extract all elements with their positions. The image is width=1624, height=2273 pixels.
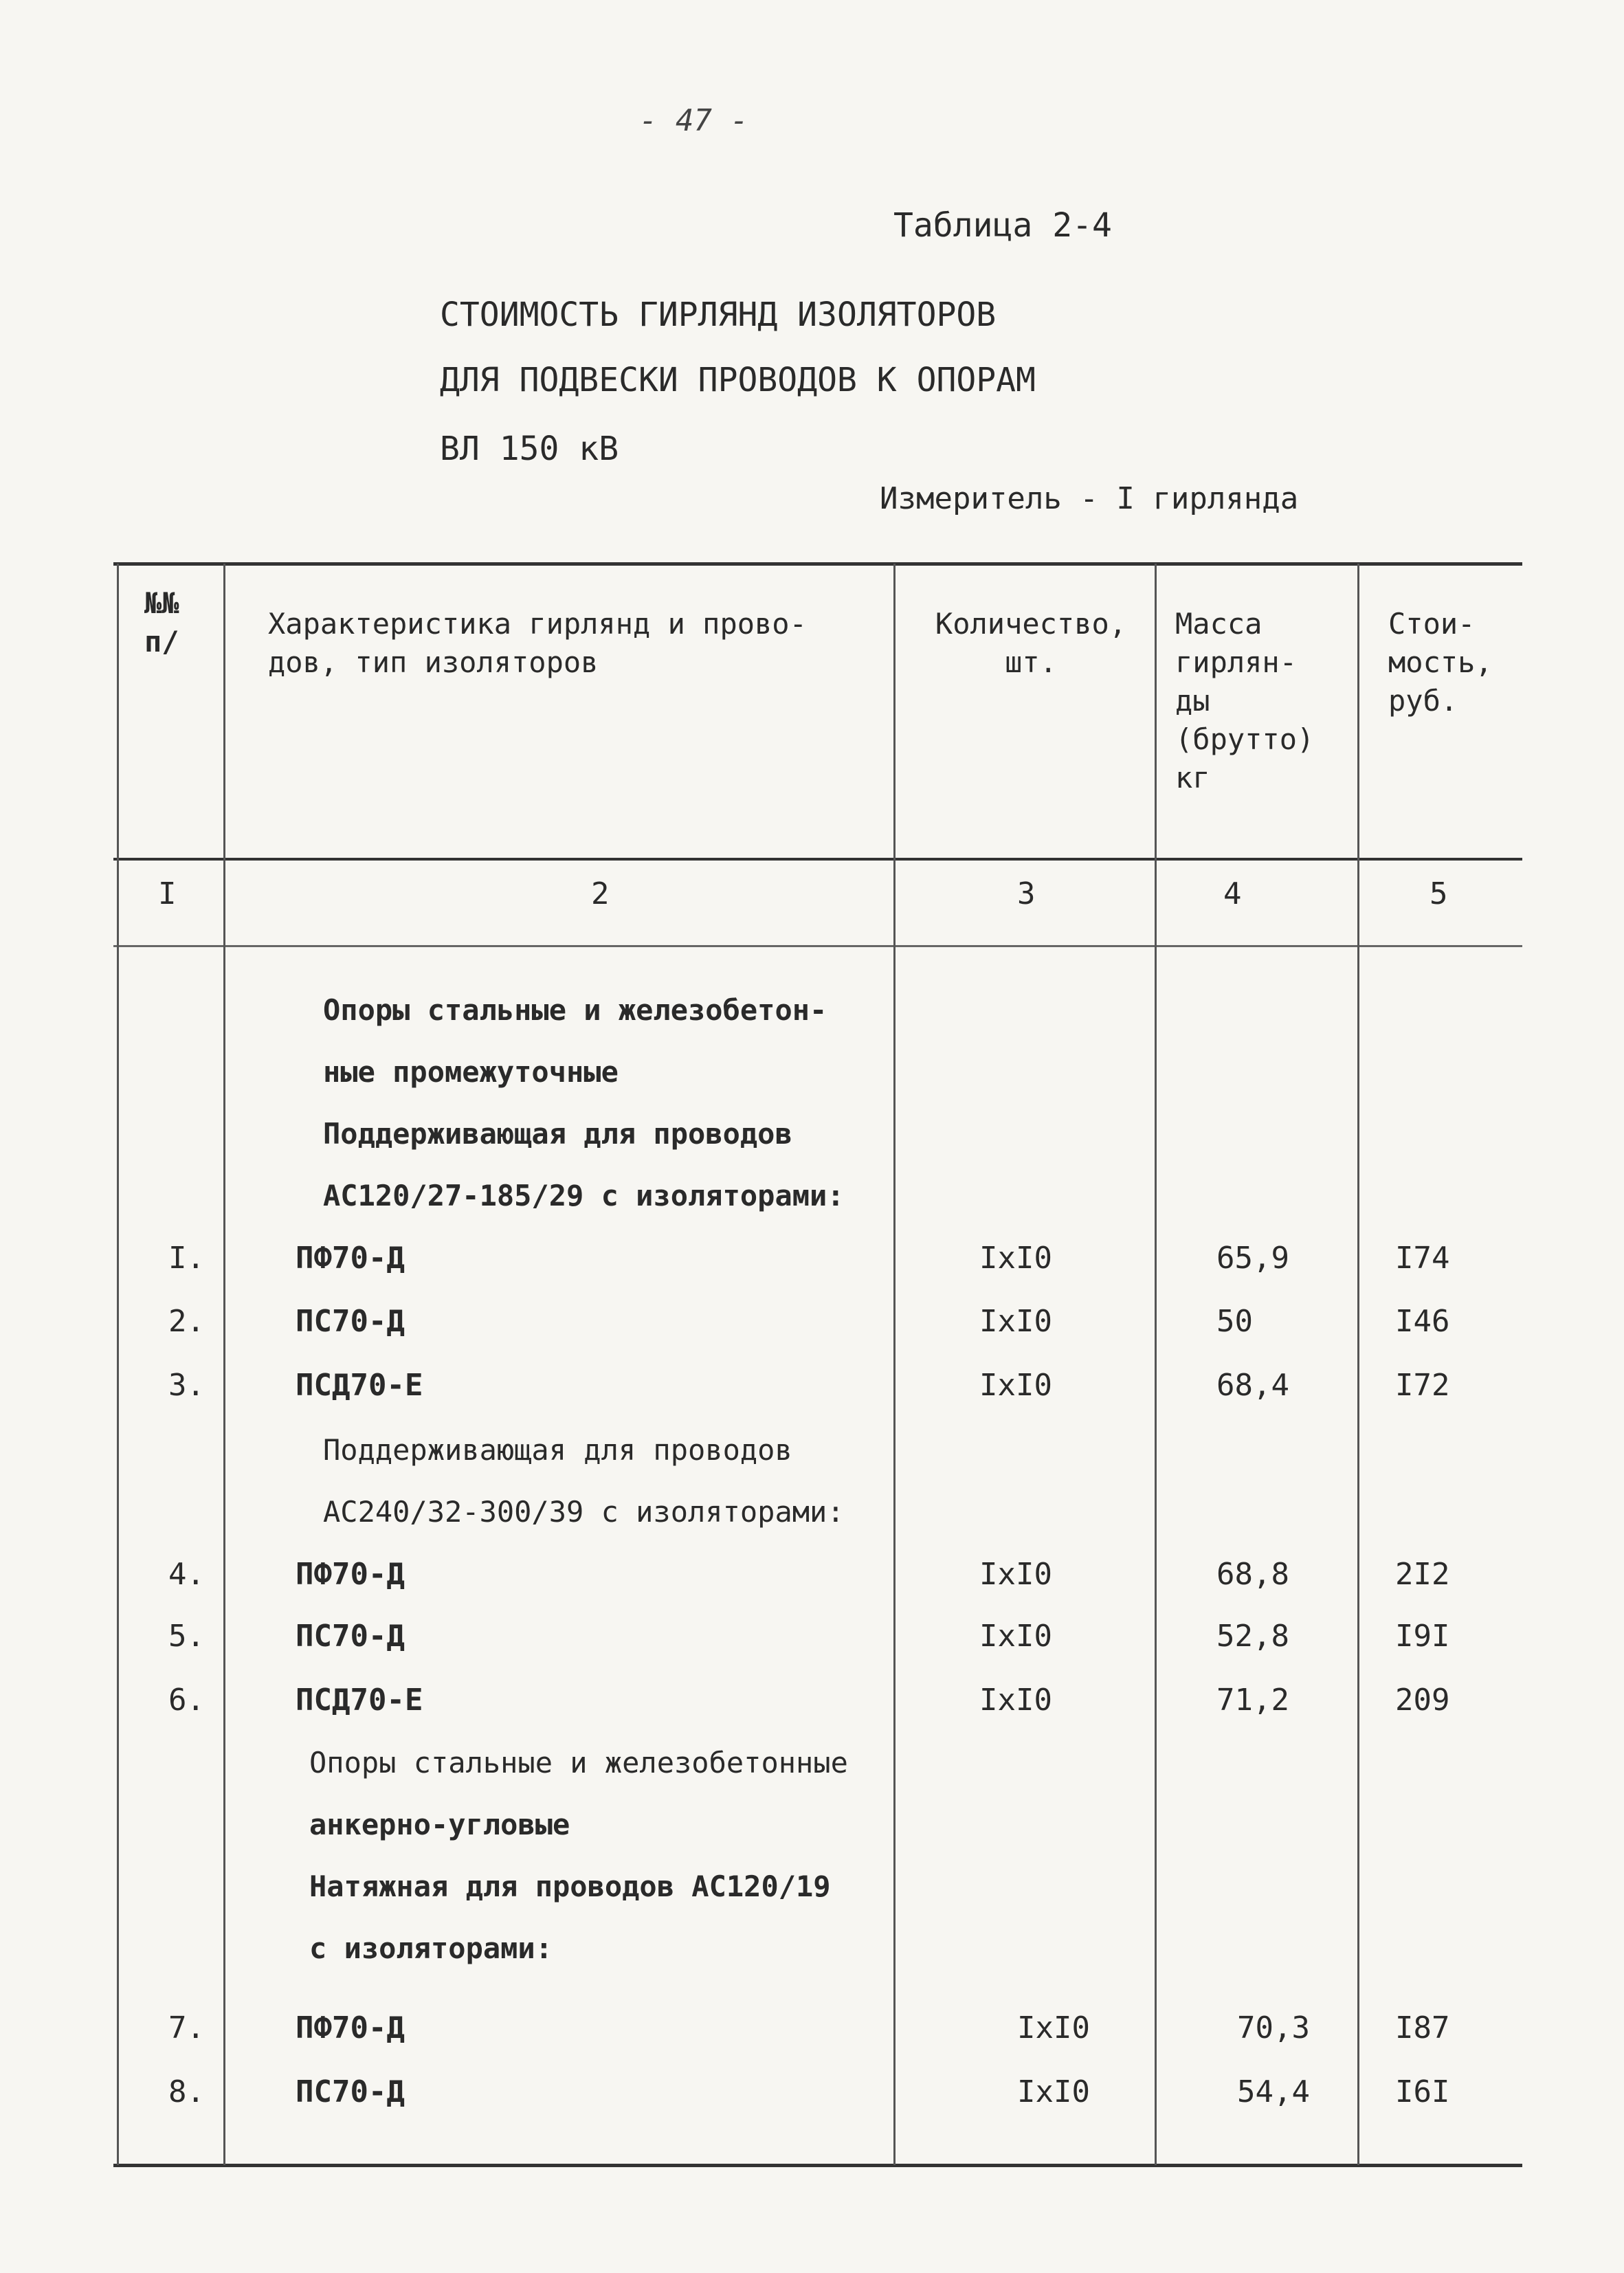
mass: 50	[1216, 1304, 1253, 1339]
quantity: IxI0	[979, 1304, 1052, 1339]
quantity: IxI0	[1017, 2010, 1090, 2045]
row-number: 3.	[168, 1368, 205, 1403]
column-border-1	[223, 564, 225, 2165]
header-cost: Стои- мость, руб.	[1388, 607, 1493, 718]
cost: I46	[1395, 1304, 1450, 1339]
header-number: №№ п/	[144, 586, 179, 658]
row-number: 2.	[168, 1304, 205, 1339]
insulator-type: ПСД70-Е	[296, 1683, 423, 1718]
mass: 52,8	[1216, 1619, 1289, 1654]
section-heading: Натяжная для проводов АС120/19	[309, 1870, 831, 1903]
quantity: IxI0	[1017, 2074, 1090, 2109]
cost: 2I2	[1395, 1557, 1450, 1592]
mass: 70,3	[1237, 2010, 1310, 2045]
cost: I74	[1395, 1241, 1450, 1276]
table-bottom-border	[113, 2164, 1522, 2167]
table-label: Таблица 2-4	[893, 206, 1112, 245]
row-number: 5.	[168, 1619, 205, 1654]
column-number-1: I	[158, 876, 177, 911]
header-quantity: Количество, шт.	[935, 607, 1127, 679]
mass: 54,4	[1237, 2074, 1310, 2109]
mass: 65,9	[1216, 1241, 1289, 1276]
mass: 68,8	[1216, 1557, 1289, 1592]
header-divider	[113, 858, 1522, 861]
section-heading: Поддерживающая для проводов	[323, 1117, 792, 1151]
mass: 71,2	[1216, 1683, 1289, 1718]
insulator-type: ПСД70-Е	[296, 1368, 423, 1403]
section-heading: анкерно-угловые	[309, 1808, 570, 1841]
cost: I9I	[1395, 1619, 1450, 1654]
row-number: 8.	[168, 2074, 205, 2109]
table-title-line-2: ДЛЯ ПОДВЕСКИ ПРОВОДОВ К ОПОРАМ	[440, 361, 1036, 399]
cost: 209	[1395, 1683, 1450, 1718]
column-border-2	[893, 564, 896, 2165]
header-mass: Масса гирлян- ды (брутто) кг	[1175, 607, 1315, 795]
quantity: IxI0	[979, 1683, 1052, 1718]
column-border-4	[1357, 564, 1359, 2165]
page-number: - 47 -	[639, 103, 748, 138]
insulator-type: ПФ70-Д	[296, 1557, 405, 1592]
row-number: 6.	[168, 1683, 205, 1718]
quantity: IxI0	[979, 1619, 1052, 1654]
table-title-line-1: СТОИМОСТЬ ГИРЛЯНД ИЗОЛЯТОРОВ	[440, 296, 997, 334]
section-heading: с изоляторами:	[309, 1931, 553, 1965]
row-number: I.	[168, 1241, 205, 1276]
measure-unit: Измеритель - I гирлянда	[880, 481, 1299, 516]
row-number: 7.	[168, 2010, 205, 2045]
table-title-line-3: ВЛ 150 кВ	[440, 430, 619, 468]
insulator-type: ПС70-Д	[296, 1304, 405, 1339]
column-number-2: 2	[591, 876, 610, 911]
column-number-5: 5	[1430, 876, 1448, 911]
column-number-3: 3	[1017, 876, 1036, 911]
section-heading: ные промежуточные	[323, 1055, 619, 1089]
column-border-3	[1155, 564, 1157, 2165]
section-heading: АС120/27-185/29 с изоляторами:	[323, 1179, 845, 1212]
cost: I6I	[1395, 2074, 1450, 2109]
column-border-0	[117, 564, 119, 2165]
table-top-border	[113, 562, 1522, 566]
cost: I72	[1395, 1368, 1450, 1403]
mass: 68,4	[1216, 1368, 1289, 1403]
column-number-4: 4	[1223, 876, 1242, 911]
section-heading: Опоры стальные и железобетонные	[309, 1746, 848, 1779]
insulator-type: ПС70-Д	[296, 1619, 405, 1654]
section-heading: Опоры стальные и железобетон-	[323, 993, 827, 1027]
insulator-type: ПС70-Д	[296, 2074, 405, 2109]
quantity: IxI0	[979, 1368, 1052, 1403]
header-characteristic: Характеристика гирлянд и прово- дов, тип изоляторов	[268, 607, 807, 679]
section-heading: АС240/32-300/39 с изоляторами:	[323, 1495, 845, 1529]
quantity: IxI0	[979, 1241, 1052, 1276]
insulator-type: ПФ70-Д	[296, 1241, 405, 1276]
cost: I87	[1395, 2010, 1450, 2045]
insulator-type: ПФ70-Д	[296, 2010, 405, 2045]
quantity: IxI0	[979, 1557, 1052, 1592]
column-number-divider	[113, 945, 1522, 947]
row-number: 4.	[168, 1557, 205, 1592]
section-heading: Поддерживающая для проводов	[323, 1433, 792, 1467]
